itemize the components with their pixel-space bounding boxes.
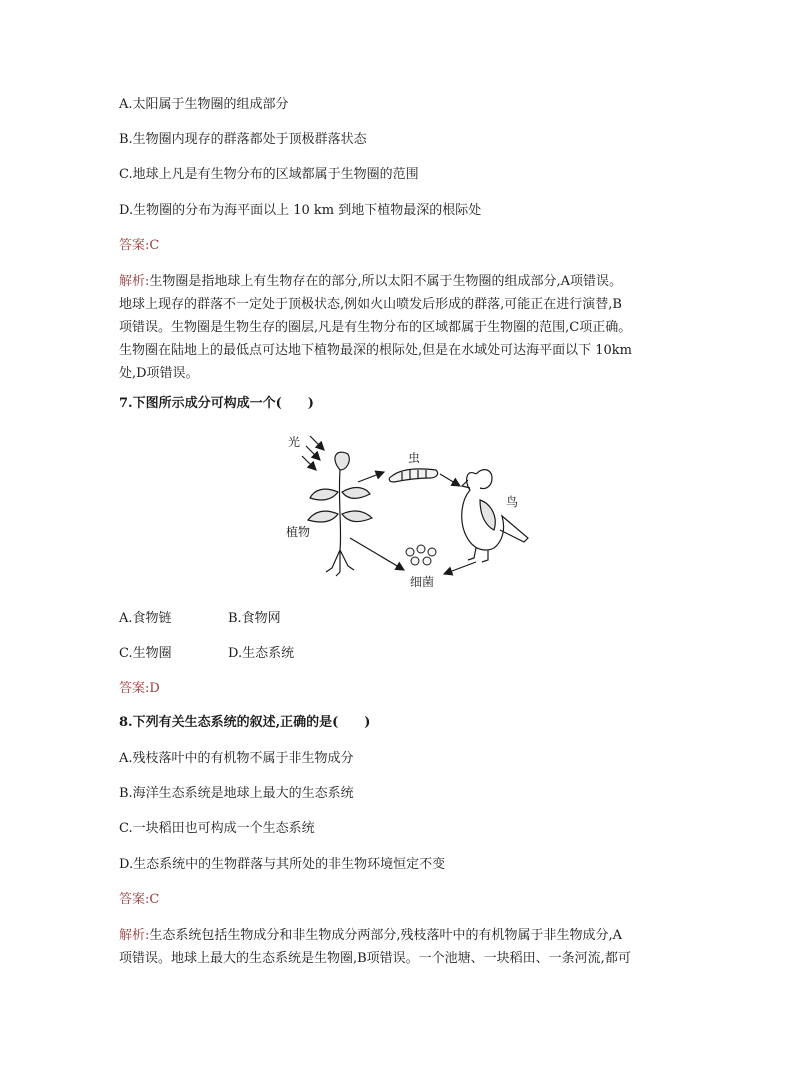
q8-option-a: A.残枝落叶中的有机物不属于非生物成分	[119, 751, 354, 766]
plant-label: 植物	[286, 525, 311, 539]
q6-answer-label: 答案:	[119, 238, 150, 253]
q6-analysis-line-1: 生物圈是指地球上有生物存在的部分,所以太阳不属于生物圈的组成部分,A项错误。	[149, 274, 623, 289]
q7-option-c: C.生物圈	[119, 646, 172, 661]
q6-analysis-line-2: 地球上现存的群落不一定处于顶极状态,例如火山喷发后形成的群落,可能正在进行演替,B	[119, 297, 622, 312]
q8-option-b: B.海洋生态系统是地球上最大的生态系统	[119, 786, 354, 801]
q8-analysis-label: 解析:	[119, 928, 150, 943]
q8-answer	[119, 891, 159, 909]
q6-option-a: A.太阳属于生物圈的组成部分	[119, 97, 289, 112]
q6-analysis-line-5: 处,D项错误。	[119, 366, 199, 381]
q8-analysis-line-2: 项错误。地球上最大的生态系统是生物圈,B项错误。一个池塘、一块稻田、一条河流,都可	[119, 951, 631, 966]
insect-drawing	[389, 469, 437, 482]
q7-option-a: A.食物链	[119, 611, 172, 626]
q7-ecosystem-figure	[280, 430, 540, 595]
q6-analysis-label: 解析:	[119, 274, 150, 289]
insect-label: 虫	[408, 451, 421, 465]
q7-answer-value: D	[149, 681, 160, 696]
q6-analysis-line-3: 项错误。生物圈是生物生存的圈层,凡是有生物分布的区域都属于生物圈的范围,C项正确。	[119, 320, 632, 335]
q6-option-d: D.生物圈的分布为海平面以上 10 km 到地下植物最深的根际处	[119, 203, 482, 218]
q6-answer-value: C	[149, 238, 160, 253]
q7-stem: 7.下图所示成分可构成一个( )	[119, 396, 314, 411]
q8-option-d: D.生态系统中的生物群落与其所处的非生物环境恒定不变	[119, 857, 446, 872]
q7-answer-label: 答案:	[119, 681, 150, 696]
bird-label: 鸟	[506, 495, 519, 509]
q6-option-b: B.生物圈内现存的群落都处于顶极群落状态	[119, 132, 367, 147]
q8-answer-value: C	[149, 892, 160, 907]
q8-analysis	[119, 924, 679, 970]
q8-analysis-line-1: 生态系统包括生物成分和非生物成分两部分,残枝落叶中的有机物属于非生物成分,A	[149, 928, 623, 943]
q6-analysis	[119, 270, 679, 385]
bird-drawing	[462, 470, 528, 562]
q8-stem: 8.下列有关生态系统的叙述,正确的是( )	[119, 715, 371, 730]
bacteria-label: 细菌	[410, 575, 435, 589]
q7-option-b: B.食物网	[228, 611, 281, 626]
plant-drawing	[308, 452, 372, 576]
q8-option-c: C.一块稻田也可构成一个生态系统	[119, 821, 315, 836]
q6-analysis-line-4: 生物圈在陆地上的最低点可达地下植物最深的根际处,但是在水域处可达海平面以下 10km	[119, 343, 633, 358]
bacteria-drawing	[406, 545, 436, 565]
light-rays	[302, 436, 324, 470]
q6-option-c: C.地球上凡是有生物分布的区域都属于生物圈的范围	[119, 167, 419, 182]
q7-answer	[119, 680, 160, 698]
q6-answer	[119, 237, 159, 255]
q8-answer-label: 答案:	[119, 892, 150, 907]
q7-option-d: D.生态系统	[228, 646, 295, 661]
light-label: 光	[288, 435, 301, 449]
